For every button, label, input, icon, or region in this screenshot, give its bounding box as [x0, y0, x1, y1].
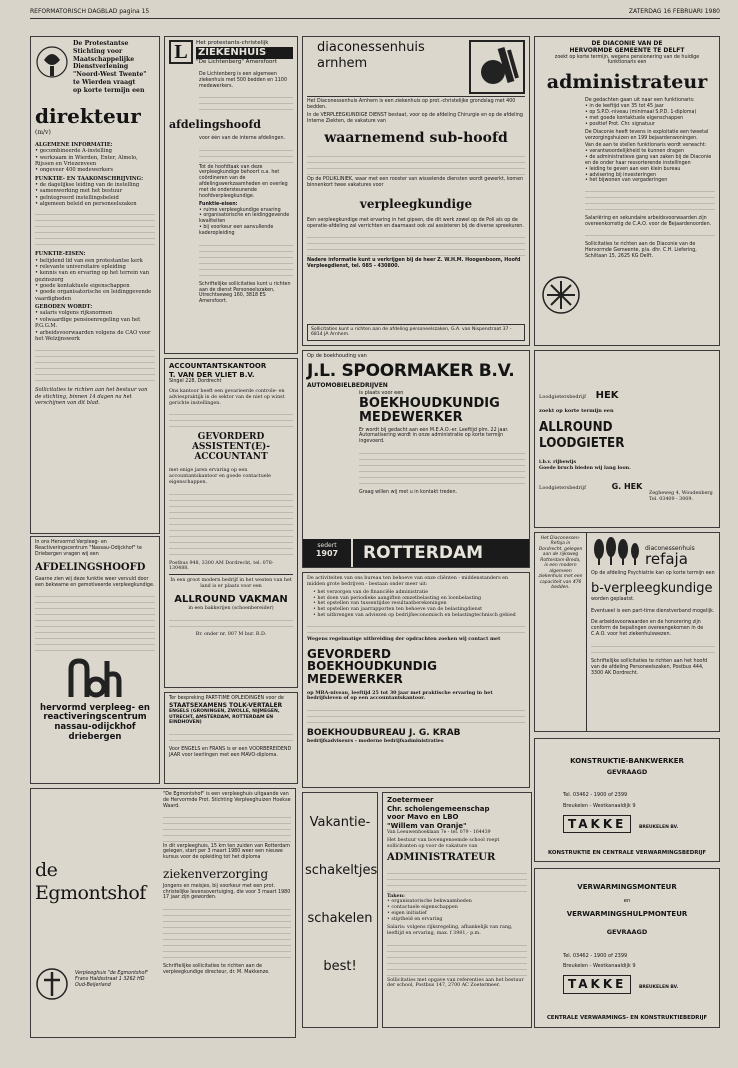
spoormaker-place: is plaats voor een — [359, 390, 404, 397]
refaja-name-small: diaconessenhuis — [645, 544, 695, 552]
stichting-line: Stichting voor — [73, 47, 123, 55]
lichtenberg-logo-icon: L — [169, 40, 193, 64]
spoormaker-since-label: sedert — [317, 542, 337, 549]
list-item: • het doen van periodieke aangiften omzetbelasting en loonbelasting — [313, 596, 525, 602]
list-item: • met goede kontaktuele eigenschappen — [585, 116, 715, 122]
header-right: ZATERDAG 16 FEBRUARI 1980 — [628, 7, 720, 15]
hek-role: ALLROUND LOODGIETER — [539, 420, 625, 452]
stichting-title: direkteur — [35, 104, 141, 129]
lichtenberg-line2: "De Lichtenberg" Amersfoort — [196, 59, 277, 65]
list-item: • goede kontaktuele eigenschappen — [35, 283, 155, 289]
hek-company2-label: Loodgietersbedrijf — [539, 484, 586, 491]
hek-company1: HEK — [595, 390, 619, 401]
egmontshof-addr: Verpleeghuis "de Egmontshof" Frans Haldsstraat 1 3262 HD Oud-Beijerland — [75, 971, 149, 988]
body-text-block — [199, 145, 293, 163]
body-text-block — [199, 92, 293, 112]
diaconessen-title2: arnhem — [317, 55, 368, 71]
diaconie-p1: De gedachten gaan uit naar een funktionaris: — [585, 98, 695, 104]
takke2-phone: Tel. 03462 - 1900 of 2399 — [563, 952, 628, 959]
egmontshof-role: ziekenverzorging — [163, 867, 269, 882]
stichting-footer: Sollicitaties te richten aan het bestuur van de stichting, binnen 14 dagen na het verschijnen van dit blad. — [35, 387, 148, 406]
stichting-line: Dienstverlening — [73, 63, 129, 71]
staatsexamens-title: STAATSEXAMENS TOLK-VERTALER — [169, 701, 283, 709]
staatsexamens-langs: ENGELS (GRONINGEN, ZWOLLE, NIJMEGEN, UTRECHT, AMSTERDAM, ROTTERDAM EN EINDHOVEN) — [169, 709, 280, 726]
egmontshof-emblem-icon — [35, 967, 69, 1001]
ad-accountantskantoor — [164, 358, 298, 688]
body-text-block — [307, 151, 525, 175]
list-item: • het verzorgen van de financiële administratie — [313, 590, 525, 596]
takke1-sub: GEVRAAGD — [606, 767, 648, 776]
accountant-title1: ACCOUNTANTSKANTOOR — [169, 362, 267, 370]
spoormaker-pre: Op de boekhouding van — [307, 353, 367, 359]
stichting-line: te Wierden vraagt — [73, 78, 136, 86]
spoormaker-body: Er wordt bij gedacht aan een M.E.A.O.-er. Leeftijd plm. 22 jaar. Automatisering wordt in onze administratie op korte termijn ingevoerd. — [359, 427, 509, 445]
nassau-org: reactiveringscentrum — [43, 712, 147, 723]
refaja-name: refaja — [645, 550, 688, 568]
allround-contact: Br. onder nr. 007 M bur. R.D. — [195, 632, 267, 638]
egmontshof-p2: Jongens en meisjes, bij voorkeur met een prot. christelijke levensovertuiging, die voor 3 maart 1980 17 jaar zijn geworden. — [163, 883, 291, 901]
egmontshof-footer: Schriftelijke sollicitaties te richten aan de verpleegkundige directeur, dr. M. Makkenze. — [163, 964, 270, 976]
list-item: • bij voorkeur een aanvullende kaderopleiding — [199, 225, 293, 237]
list-item: • belijdend lid van een protestantse kerk — [35, 258, 155, 264]
hek-phone: Tel. 03409 - 3009. — [649, 497, 693, 503]
body-text-block — [585, 186, 715, 214]
hek-company2: G. HEK — [611, 481, 643, 491]
list-item: • advisering bij investeringen — [585, 173, 715, 179]
diaconie-p5: Sollicitaties te richten aan de Diaconie van de Hervormde Gemeente, p/a. dhr. C.H. Liefering, Schiltaan 15, 2625 KG Delft. — [585, 241, 697, 259]
diaconessen-vac: In de VERPLEEGKUNDIGE DIENST bestaat, voor op de afdeling Chirurgie en op de afdeling Interne Ziekten, de vakature van — [307, 112, 523, 124]
stichting-line: De Protestantse — [73, 40, 129, 47]
list-item: • goede organisatorische en leidinggevende vaardigheden — [35, 289, 155, 302]
takke2-and: en — [623, 897, 631, 904]
takke2-title2: VERWARMINGSHULPMONTEUR — [566, 910, 688, 919]
diaconessen-mid: Op de POLIKLINIEK, waar met een rooster van wisselende diensten wordt gewerkt, komen binnenkort twee vakatures voor — [307, 177, 524, 189]
section-head: FUNKTIE-EISEN: — [35, 251, 86, 258]
krab-role: GEVORDERD BOEKHOUDKUNDIG MEDEWERKER — [307, 646, 437, 686]
accountant-intro: Ons kantoor heeft een gevarieerde controle- en adviespraktijk in de sektor van de niet op winst gerichte instellingen. — [169, 388, 285, 406]
takke1-footer: KONSTRUKTIE EN CENTRALE VERWARMINGSBEDRIJF — [547, 850, 707, 857]
refaja-side: Het Diaconessen-Refaja in Dordrecht, gelegen aan de rijksweg Rotterdam-Breda, is een modern algemeen ziekenhuis met een capaciteit van 476 bedden. — [535, 533, 587, 731]
ad-takke-monteur — [534, 868, 720, 1028]
hek-company1-label: Loodgietersbedrijf — [539, 394, 586, 400]
allround-sub: in een bakkerijen (schoenbereider) — [188, 606, 274, 612]
list-item: • het bijwonen van vergaderingen — [585, 178, 715, 184]
page-header — [30, 5, 720, 19]
hek-line: zoekt op korte termijn een — [539, 408, 614, 415]
takke1-addr: Breukelen - Westkanaaldijk 9 — [563, 802, 636, 809]
ad-spoormaker — [302, 350, 530, 568]
list-item: • positief Prot. Chr. signatuur — [585, 122, 715, 128]
accountant-role: GEVORDERD ASSISTENT(E)-ACCOUNTANT — [191, 432, 271, 463]
body-text-block — [359, 448, 525, 488]
body-text-block — [35, 591, 155, 651]
list-item: • samenwerking met het bestuur — [35, 188, 155, 194]
list-item: • contactuele eigenschappen — [387, 905, 527, 911]
vakantie-word: schakelen — [307, 910, 373, 926]
accountant-addr: Singel 228, Dordrecht — [169, 379, 222, 385]
ad-refaja — [534, 532, 720, 732]
body-text-block — [591, 641, 715, 655]
egmontshof-logo: de Egmontshof — [35, 859, 146, 905]
lichtenberg-line1: Het protestants-christelijk — [196, 40, 269, 46]
body-text-block — [169, 409, 293, 427]
section-head: GEBODEN WORDT: — [35, 304, 93, 311]
zoetermeer-intro: Het bestuur van bovengenoemde school roept sollicitanten op voor de vakature van — [387, 837, 500, 849]
diaconessen-info: Nadere informatie kunt u verkrijgen bij de heer Z. W.H.M. Hoogenboom, Hoofd Verpleegdienst, tel. 085 - 430800. — [307, 258, 521, 270]
list-item: • het uitbrengen van adviezen op bedrijfseconomisch en belastingtechnisch gebied — [313, 613, 525, 619]
body-text-block — [307, 232, 525, 256]
hek-note: i.b.v. rijbewijs Goede bruch bieden wij lang loon. — [539, 459, 631, 471]
nassau-org: driebergen — [68, 731, 122, 742]
list-item: • salaris volgens rijksnormen — [35, 310, 155, 316]
krab-req: op MBA-niveau, leeftijd 25 tot 30 jaar met praktische ervaring in het bedrijfsleven of op een accountantskantoor. — [307, 689, 493, 702]
body-text-block — [307, 621, 525, 635]
vakantie-word: Vakantie- — [309, 815, 371, 830]
diaconessen-role2: verpleegkundige — [359, 197, 473, 212]
nassau-intro: In ons Hervormd Verpleeg- en Reactiveringscentrum "Nassau-Odijckhof" te Driebergen vragen wij een — [35, 540, 142, 557]
ad-nassau-odijckhof — [30, 536, 160, 784]
zoetermeer-tasks-head: Taken: — [387, 892, 405, 899]
zoetermeer-line1: Zoetermeer — [387, 796, 434, 804]
lichtenberg-name: ZIEKENHUIS — [196, 47, 293, 59]
list-item: • gecombineerde A-instelling — [35, 148, 155, 154]
body-text-block — [163, 812, 291, 842]
takke2-brand: TAKKE — [563, 975, 631, 994]
krab-sub: bedrijfsadviseurs - moderne bedrijfsadministraties — [307, 738, 444, 745]
diaconie-intro: zoekt op korte termijn, wegens pensionering van de huidige funktionaris een — [554, 54, 700, 66]
body-text-block — [585, 230, 715, 240]
list-item: • het opstellen van tussentijdse resultaatberekeningen — [313, 601, 525, 607]
list-item: • in de leeftijd van 35 tot 45 jaar — [585, 104, 715, 110]
list-item: • eigen initiatief — [387, 911, 527, 917]
nassau-role: AFDELINGSHOOFD — [35, 561, 146, 573]
zoetermeer-addr: Van Leeuwenhoeklaan 7e - tel. 079 - 164439 — [387, 830, 491, 836]
body-text-block — [35, 209, 155, 249]
refaja-p3: Schriftelijke sollicitaties te richten aan het hoofd van de afdeling Personeelszaken, Postbus 444, 3300 AK Dordrecht. — [591, 658, 708, 676]
diaconessen-body: Een verpleegkundige met ervaring in het gipsen, die dit werk zowel op de Poli als op de operatie-afdeling zal verrichten en daarnaast ook zal assisteren bij de diverse spreekuren. — [307, 217, 524, 229]
nassau-body: Gaarne zien wij deze funktie weer vervuld door een bekwame en gemotiveerde verpleegkundige. — [35, 576, 155, 588]
takke2-addr: Breukelen - Westkanaaldijk 9 — [563, 962, 636, 969]
refaja-trees-icon — [591, 537, 641, 567]
diaconessen-title1: diaconessenhuis — [317, 40, 425, 55]
nassau-org: nassau-odijckhof — [54, 722, 136, 733]
body-text-block — [169, 615, 293, 629]
spoormaker-contact: Graag willen wij met u in kontakt treden. — [359, 490, 458, 496]
body-text-block — [163, 904, 291, 962]
takke1-title: KONSTRUKTIE-BANKWERKER — [570, 757, 684, 765]
stichting-line: "Noord-West Twente" — [73, 71, 147, 78]
lichtenberg-req-head: Funktie-eisen: — [199, 201, 238, 207]
ad-takke-bankwerker — [534, 738, 720, 862]
ad-vakantie-schakeltjes — [302, 792, 378, 1028]
list-item: • verantwoordelijkheid te kunnen dragen — [585, 149, 715, 155]
staatsexamens-intro: Ter bespreking PART-TIME OPLEIDINGEN voor de — [169, 696, 284, 701]
accountant-body: met enige jaren ervaring op een accountantskantoor en goede contactuele eigenschappen. — [169, 468, 271, 485]
list-item: • het opstellen van jaarrapporten ten behoeve van de belastingdienst — [313, 607, 525, 613]
ad-diaconessenhuis-arnhem — [302, 36, 530, 346]
krab-intro: De activiteiten van ons bureau ten behoeve van onze cliënten - middenstanders en midden grote bedrijven - bestaan onder meer uit: — [307, 576, 509, 587]
body-text-block — [169, 729, 293, 745]
diaconessen-footer: Sollicitaties kunt u richten aan de afdeling personeelszaken, G.A. van Nispenstraat 37 - 6814 JA Arnhem. — [307, 324, 525, 341]
diaconie-title: administrateur — [546, 71, 708, 94]
ad-stichting-direkteur — [30, 36, 160, 534]
ad-diaconie-delft — [534, 36, 720, 346]
list-item: • leiding te geven aan een klein bureau — [585, 167, 715, 173]
zoetermeer-line4: "Willem van Oranje" — [387, 821, 467, 830]
lichtenberg-role: afdelingshoofd — [169, 118, 261, 132]
lichtenberg-body: Tot de hoofdtaak van deze verpleegkundige behoort o.a. het coördineren van de afdelingswerkzaamheden en overleg met de ondersteunende hoofdverpleegkundige. — [199, 164, 288, 199]
ad-ziekenhuis-lichtenberg — [164, 36, 298, 354]
list-item: • stiptheid en ervaring — [387, 917, 527, 923]
body-text-block — [387, 868, 527, 892]
takke1-phone: Tel. 03462 - 1900 of 2399 — [563, 792, 628, 799]
takke2-brand-sub: BREUKELEN BV. — [638, 984, 679, 990]
refaja-p2: De arbeidsvoorwaarden en de honorering zijn conform de bepalingen overeengekomen in de C.A.O. voor het ziekenhuiswezen. — [591, 620, 704, 638]
list-item: • volwaardige pensioenregeling van het P.G.G.M. — [35, 317, 155, 330]
refaja-role: b-verpleegkundige — [591, 580, 713, 596]
zoetermeer-role: ADMINISTRATEUR — [387, 852, 496, 864]
list-item: • ongeveer 400 medewerkers — [35, 167, 155, 173]
list-item: • de dagelijkse leiding van de instelling — [35, 182, 155, 188]
takke1-brand: TAKKE — [563, 815, 631, 834]
stichting-logo-icon — [35, 40, 69, 84]
list-item: • organisatorische bekwaamheden — [387, 899, 527, 905]
spoormaker-sub: AUTOMOBIELBEDRIJVEN — [307, 381, 388, 389]
stichting-subtitle: (m/v) — [35, 128, 51, 136]
body-text-block — [307, 705, 525, 723]
list-item: • geïntegreerd instellingsbeleid — [35, 195, 155, 201]
accountant-title2: T. VAN DER VLIET B.V. — [169, 370, 255, 379]
spoormaker-name: J.L. SPOORMAKER B.V. — [307, 361, 515, 382]
diaconie-p2: De Diaconie heeft tevens in exploitatie een tweetal verzorgingshuizen en 199 bejaardenwoningen. — [585, 129, 709, 141]
takke2-footer: CENTRALE VERWARMINGS- EN KONSTRUKTIEBEDRIJF — [546, 1015, 708, 1022]
allround-role: ALLROUND VAKMAN — [174, 594, 288, 606]
noh-logo-icon — [65, 657, 125, 701]
egmontshof-body: In dit verpleeghuis, 15 km ten zuiden van Rotterdam gelegen, start per 3 maart 1980 weer een nieuwe kursus voor de opleiding tot het diploma — [163, 843, 290, 861]
list-item: • op S.P.D.-niveau (minimaal S.P.D. 1-diploma) — [585, 110, 715, 116]
egmontshof-intro: "De Egmontshof" is een verpleeghuis uitgaande van de Hervormde Prot. Stichting Verpleeghuizen Hoekse Waard. — [163, 792, 291, 809]
spoormaker-city: ROTTERDAM — [351, 539, 529, 567]
vakantie-word: schakeltjes — [305, 862, 378, 878]
diaconessen-intro: Het Diaconessenhuis Arnhem is een ziekenhuis op prot.-christelijke grondslag met 400 bedden. — [307, 99, 516, 110]
refaja-role-sub: worden geplaatst. — [591, 596, 635, 602]
header-left: REFORMATORISCH DAGBLAD pagina 15 — [30, 7, 150, 15]
lichtenberg-footer: Schriftelijke sollicitaties kunt u richten aan de dienst Personeelszaken, Utrechtseweg 160, 3818 ES Amersfoort. — [199, 281, 291, 305]
spoormaker-since-year: 1907 — [315, 548, 339, 558]
krab-need: Wegens regelmatige uitbreiding der opdrachten zoeken wij contact met — [307, 635, 501, 642]
diaconie-head: HERVORMDE GEMEENTE TE DELFT — [569, 47, 685, 55]
refaja-intro: Op de afdeling Psychiatrie kan op korte termijn een — [591, 571, 715, 576]
ad-boekhoudbureau-krab — [302, 572, 530, 788]
list-item: • ruime verpleegkundige ervaring — [199, 208, 293, 214]
zoetermeer-salary: Salaris: volgens rijksregeling, afhankelijk van rang, leeftijd en ervaring, max. f 3981,- p.m. — [387, 924, 513, 936]
vakantie-word: best! — [323, 958, 357, 974]
body-text-block — [199, 240, 293, 280]
list-item: • kennis van en ervaring op het terrein van gezinszorg — [35, 270, 155, 283]
list-item: • algemeen beleid en personeelszaken — [35, 201, 155, 207]
body-text-block — [35, 345, 155, 385]
section-head: ALGEMENE INFORMATIE: — [35, 141, 113, 148]
lichtenberg-intro: De Lichtenberg is een algemeen ziekenhuis met 500 bedden en 1100 medewerkers. — [199, 71, 287, 89]
diaconessen-logo-icon — [469, 40, 525, 94]
staatsexamens-body: Voor ENGELS en FRANS is er een VOORBEREIDEND JAAR voor leerlingen met een MAVO-diploma. — [169, 746, 292, 758]
takke2-sub: GEVRAAGD — [606, 927, 648, 936]
ad-egmontshof — [30, 788, 296, 1038]
takke2-title1: VERWARMINGSMONTEUR — [577, 883, 677, 891]
stichting-line: Maatschappelijke — [73, 55, 135, 63]
body-text-block — [169, 489, 293, 559]
diaconie-head: DE DIACONIE VAN DE — [591, 40, 663, 47]
accountant-addr2: Postbus 948, 3300 AM Dordrecht, tel. 078-130488. — [169, 560, 274, 572]
hek-addr: Zegheweg 4, Woudenberg — [649, 491, 713, 497]
spoormaker-role: BOEKHOUDKUNDIG MEDEWERKER — [359, 396, 500, 425]
diaconessen-role1: waarnemend sub-hoofd — [324, 130, 508, 147]
nassau-org: hervormd verpleeg- en — [40, 702, 150, 713]
zoetermeer-line2: Chr. scholengemeenschap — [387, 804, 490, 813]
krab-name: BOEKHOUDBUREAU J. G. KRAB — [307, 728, 461, 739]
zoetermeer-line3: voor Mavo en LBO — [387, 813, 459, 822]
refaja-p1: Eventueel is een part-time dienstverband mogelijk. — [591, 608, 715, 614]
diaconie-emblem-icon — [541, 275, 581, 315]
list-item: • relevante universitaire opleiding — [35, 264, 155, 270]
zoetermeer-footer: Sollicitaties met opgave van referenties aan het bestuur der school, Postbus 147, 2700 AC Zoetermeer. — [387, 977, 524, 989]
diaconie-p4: Salariëring en sekundaire arbeidsvoorwaarden zijn overeenkomstig de C.A.O. voor de Bejaardenoorden. — [585, 216, 712, 228]
section-head: FUNKTIE- EN TAAKOMSCHRIJVING: — [35, 175, 144, 182]
list-item: • organisatorische en leidinggevende kwaliteiten — [199, 213, 293, 225]
lichtenberg-role-sub: voor één van de interne afdelingen. — [199, 135, 286, 141]
ad-hek-loodgieter — [534, 350, 720, 528]
stichting-line: op korte termijn een — [73, 86, 145, 94]
diaconie-p3-head: Van de aan te stellen funktionaris wordt verwacht: — [585, 143, 707, 149]
ad-staatsexamens — [164, 692, 298, 784]
allround-intro: In een groot modern bedrijf in het westen van het land is er plaats voor een — [170, 578, 292, 590]
list-item: • arbeidsvoorwaarden volgens de CAO voor het Welzijnswerk — [35, 330, 155, 343]
body-text-block — [387, 940, 527, 976]
ad-zoetermeer-willem-van-oranje — [382, 792, 532, 1028]
list-item: • de administratieve gang van zaken bij de Diaconie en de onder haar ressorterende instellingen — [585, 155, 715, 167]
takke1-brand-sub: BREUKELEN BV. — [638, 824, 679, 830]
list-item: • werkzaam in Wierden, Enter, Almelo, Rijssen en Vriezenveen — [35, 155, 155, 168]
